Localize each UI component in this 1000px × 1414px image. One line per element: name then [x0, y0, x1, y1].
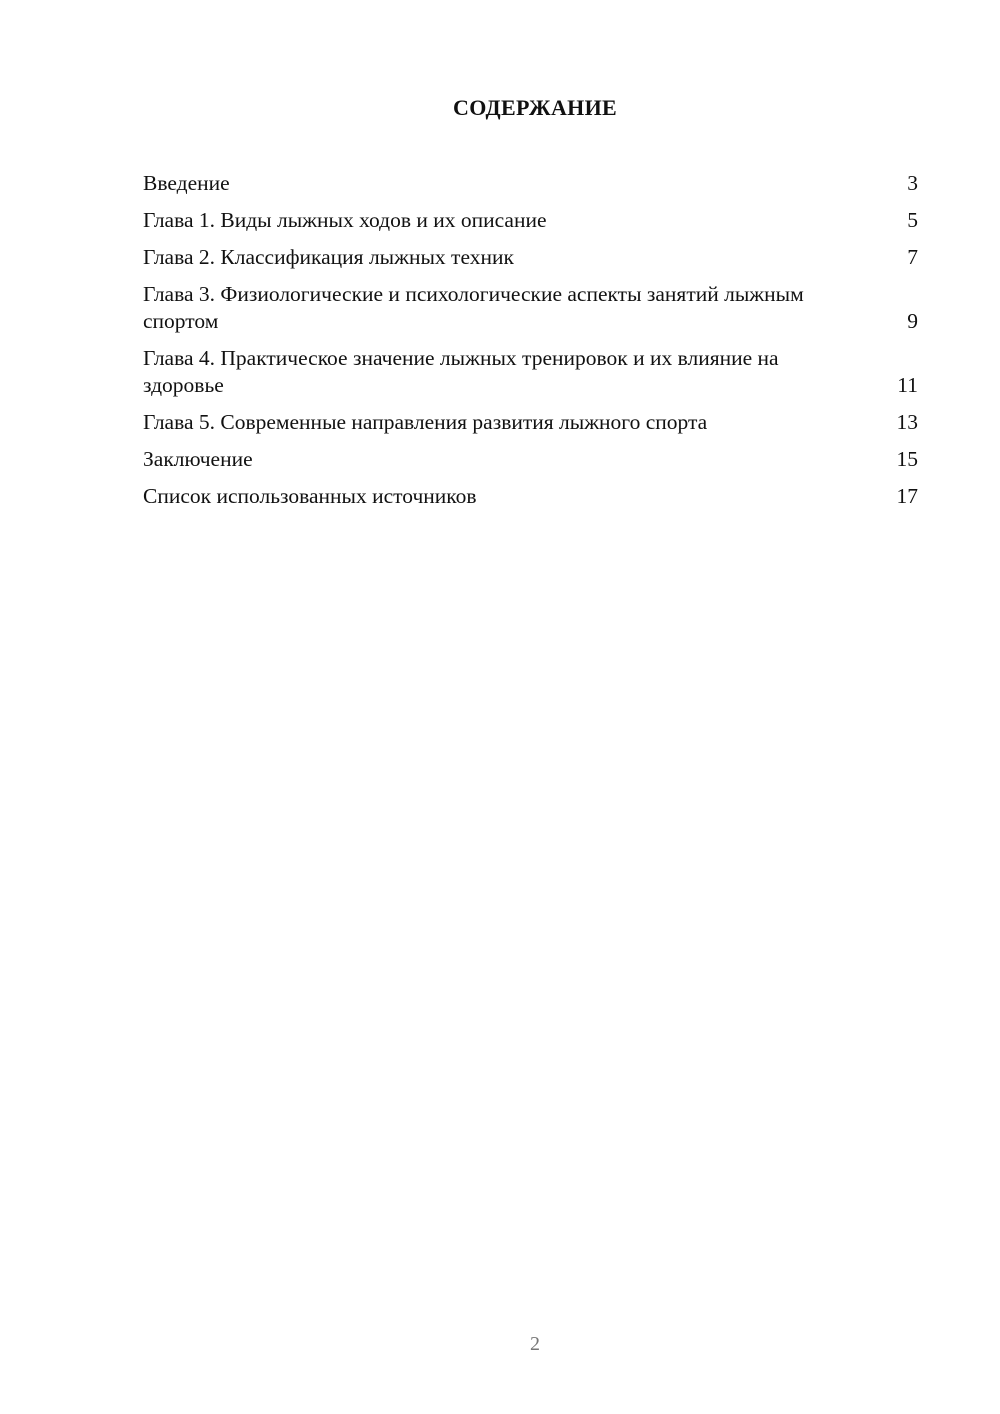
toc-entry-title: Введение [143, 171, 230, 195]
toc-entry-page: 11 [897, 373, 918, 397]
toc-heading: СОДЕРЖАНИЕ [453, 95, 617, 120]
page-number: 2 [530, 1333, 540, 1355]
toc-entry-page: 15 [896, 447, 918, 471]
toc-entry-title: Глава 3. Физиологические и психологические аспекты занятий лыжным спортом [143, 282, 804, 333]
toc-entry-page: 7 [907, 245, 918, 269]
toc-entry-introduction [143, 170, 918, 197]
toc-entry-title: Глава 4. Практическое значение лыжных тренировок и их влияние на здоровье [143, 346, 779, 397]
toc-entry-page: 17 [896, 484, 918, 508]
toc-entry-title: Заключение [143, 447, 253, 471]
toc-entry-references [143, 483, 918, 510]
toc-entry-conclusion [143, 446, 918, 473]
toc-entry-page: 13 [896, 410, 918, 434]
toc-entry-chapter-3 [143, 281, 918, 335]
toc-entry-title: Глава 2. Классификация лыжных техник [143, 245, 514, 269]
table-of-contents [143, 170, 918, 520]
toc-entry-chapter-2 [143, 244, 918, 271]
toc-entry-page: 5 [907, 208, 918, 232]
toc-entry-page: 3 [907, 171, 918, 195]
toc-entry-page: 9 [907, 309, 918, 333]
toc-entry-title: Глава 1. Виды лыжных ходов и их описание [143, 208, 547, 232]
toc-entry-chapter-4 [143, 345, 918, 399]
toc-entry-chapter-5 [143, 409, 918, 436]
toc-entry-chapter-1 [143, 207, 918, 234]
toc-entry-title: Список использованных источников [143, 484, 477, 508]
toc-entry-title: Глава 5. Современные направления развития лыжного спорта [143, 410, 708, 434]
